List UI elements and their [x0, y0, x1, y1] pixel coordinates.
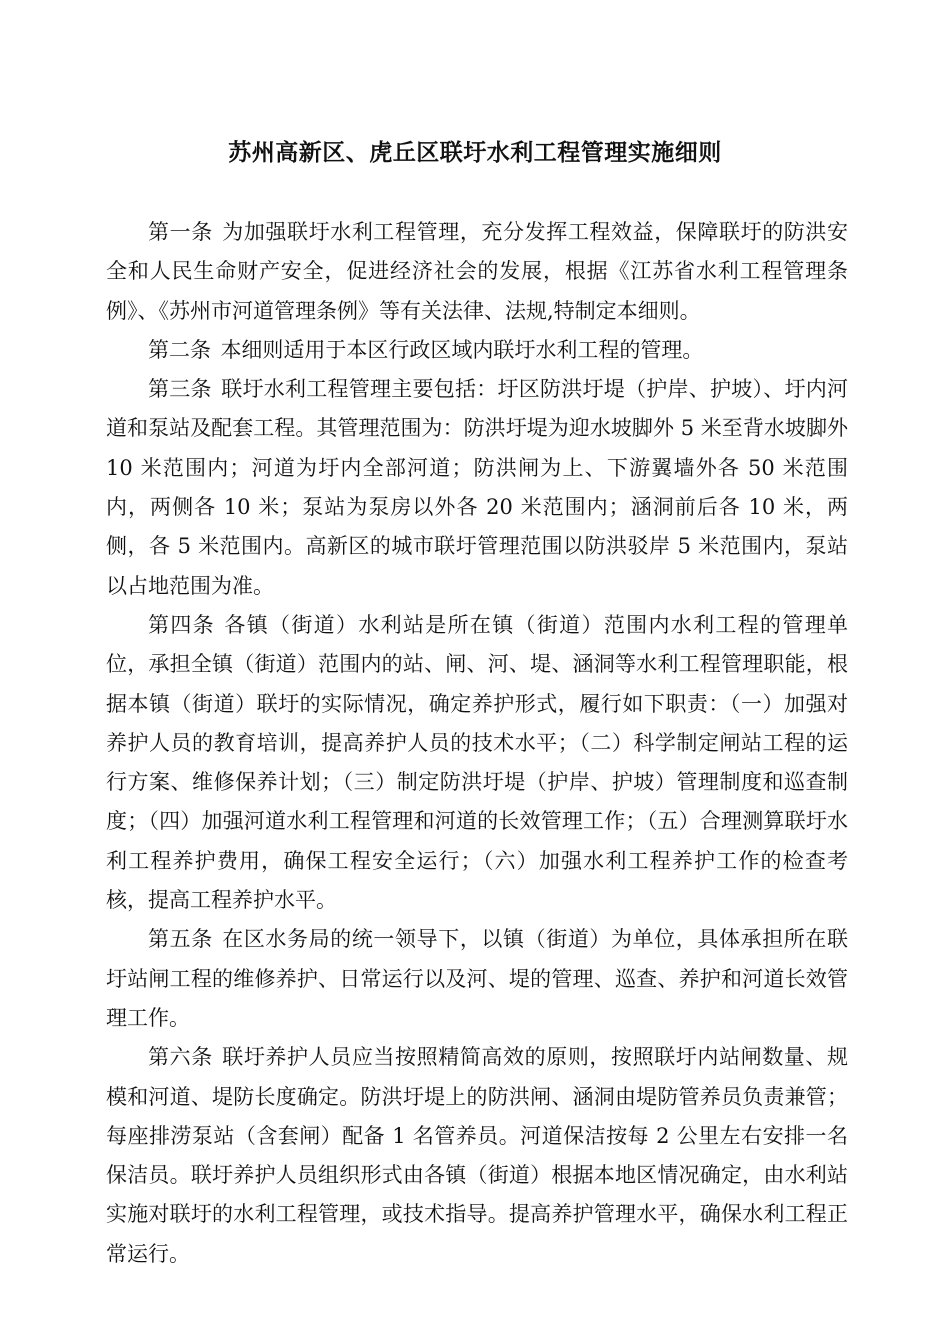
- article-1-text: 为加强联圩水利工程管理，充分发挥工程效益，保障联圩的防洪安全和人民生命财产安全，促进经济社会的发展，根据《江苏省水利工程管理条例》、《苏州市河道管理条例》等有关法律、法规,特制定本细则。: [106, 220, 848, 323]
- article-5-text: 在区水务局的统一领导下，以镇（街道）为单位，具体承担所在联圩站闸工程的维修养护、日常运行以及河、堤的管理、巡查、养护和河道长效管理工作。: [106, 927, 848, 1030]
- document-title: 苏州高新区、虎丘区联圩水利工程管理实施细则: [228, 140, 722, 166]
- article-4-text: 各镇（街道）水利站是所在镇（街道）范围内水利工程的管理单位，承担全镇（街道）范围内的站、闸、河、堤、涵洞等水利工程管理职能，根据本镇（街道）联圩的实际情况，确定养护形式，履行如下职责：（一）加强对养护人员的教育培训，提高养护人员的技术水平；（二）科学制定闸站工程的运行方案、维修保养计划；（三）制定防洪圩堤（护岸、护坡）管理制度和巡查制度；（四）加强河道水利工程管理和河道的长效管理工作；（五）合理测算联圩水利工程养护费用，确保工程安全运行；（六）加强水利工程养护工作的检查考核，提高工程养护水平。: [106, 612, 849, 913]
- article-6-text: 联圩养护人员应当按照精简高效的原则，按照联圩内站闸数量、规模和河道、堤防长度确定。防洪圩堤上的防洪闸、涵洞由堤防管养员负责兼管；每座排涝泵站（含套闸）配备 1 名管养员。河道保洁按每 2 公里左右安排一名保洁员。联圩养护人员组织形式由各镇（街道）根据本地区情况确定，由水利站实施对联圩的水利工程管理，或技术指导。提高养护管理水平，确保水利工程正常运行。: [106, 1045, 848, 1266]
- article-3-text: 联圩水利工程管理主要包括：圩区防洪圩堤（护岸、护坡）、圩内河道和泵站及配套工程。其管理范围为：防洪圩堤为迎水坡脚外 5 米至背水坡脚外 10 米范围内；河道为圩内全部河道；防洪闸为上、下游翼墙外各 50 米范围内，两侧各 10 米；泵站为泵房以外各 20 米范围内；涵洞前后各 10 米，两侧，各 5 米范围内。高新区的城市联圩管理范围以防洪驳岸 5 米范围内，泵站以占地范围为准。: [106, 377, 849, 598]
- article-5-label: 第五条: [148, 927, 213, 952]
- article-4: [106, 606, 848, 920]
- article-4-label: 第四条: [148, 612, 215, 637]
- article-3-label: 第三条: [148, 377, 212, 402]
- article-6-label: 第六条: [148, 1045, 213, 1070]
- article-2: [106, 331, 848, 370]
- article-6: [106, 1038, 848, 1274]
- document-body: [106, 213, 848, 1274]
- article-5: [106, 920, 848, 1038]
- article-2-label: 第二条: [148, 337, 211, 362]
- article-2-text: 本细则适用于本区行政区域内联圩水利工程的管理。: [220, 337, 704, 362]
- article-1-label: 第一条: [148, 220, 213, 244]
- article-1: [106, 213, 848, 331]
- article-3: [106, 370, 848, 606]
